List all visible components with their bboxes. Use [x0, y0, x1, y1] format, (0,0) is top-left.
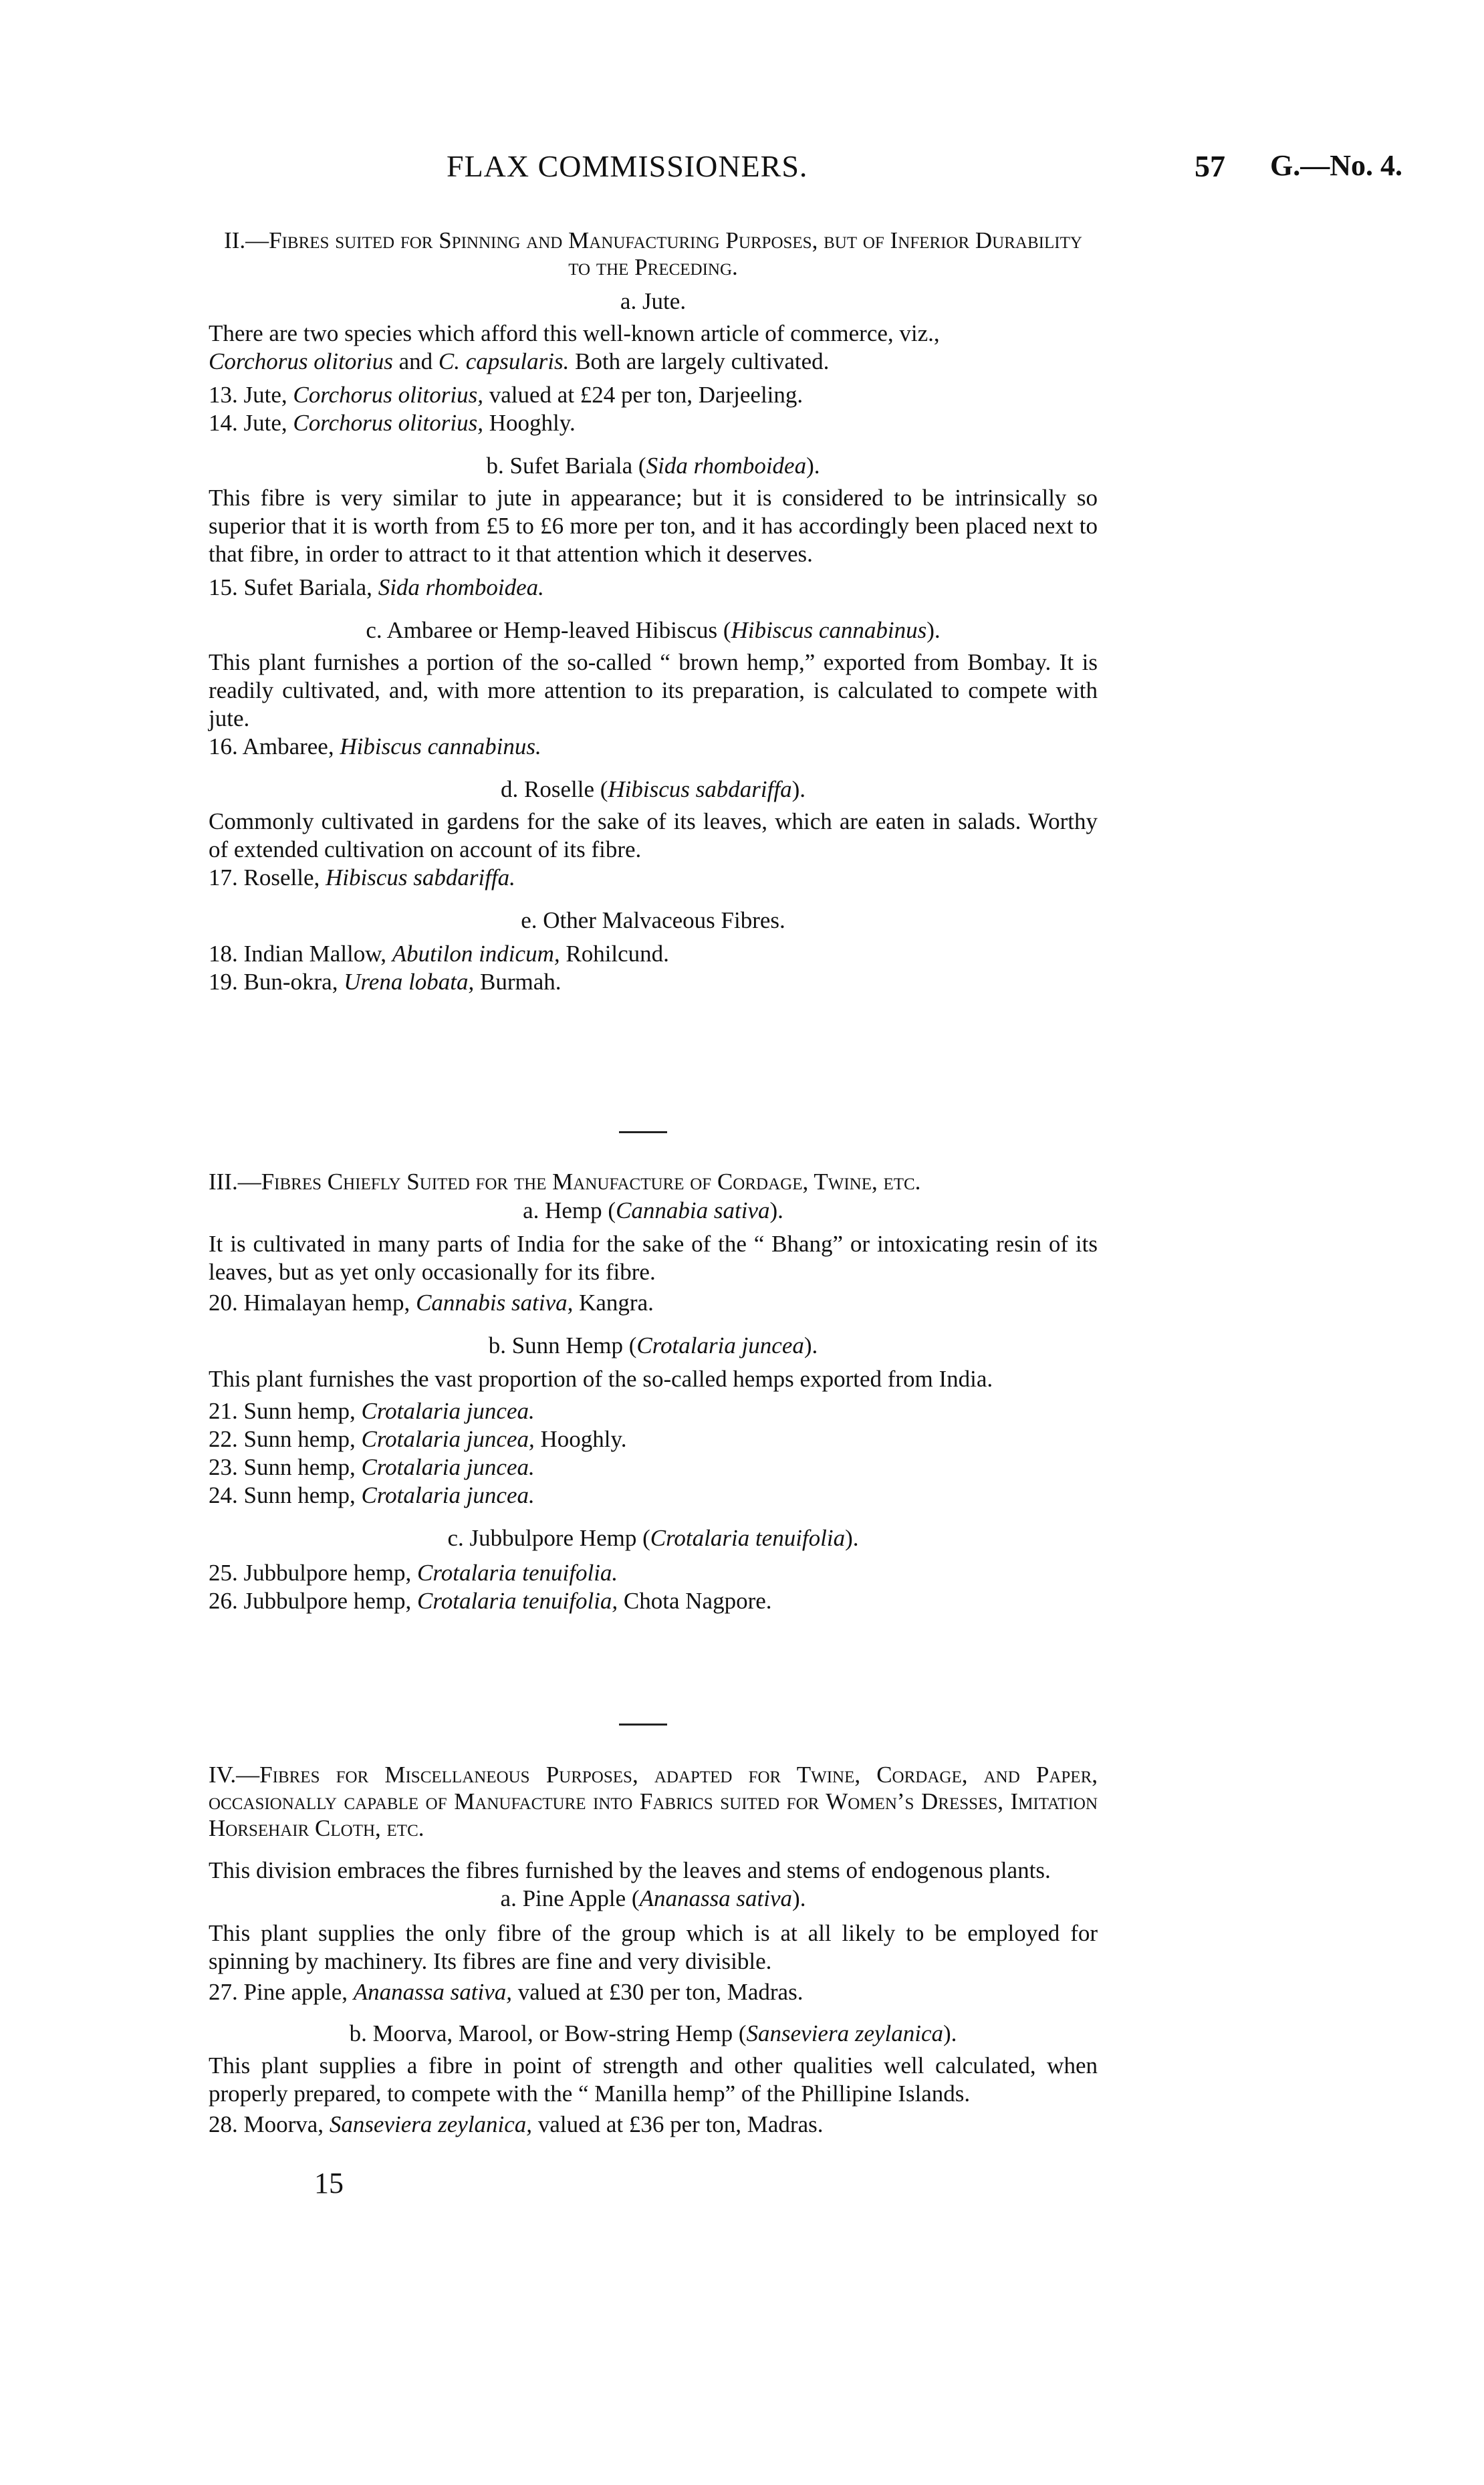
text-fragment: There are two species which afford this well-known article of commerce, viz.,: [209, 320, 940, 346]
list-item: 20. Himalayan hemp, Cannabis sativa, Kangra.: [209, 1290, 654, 1316]
subsection-2b-title: b. Sufet Bariala (Sida rhomboidea).: [486, 453, 820, 479]
series-number: G.—No. 4.: [1270, 149, 1402, 182]
page-number: 57: [1195, 149, 1225, 183]
section-4-heading: IV.—Fibres for Miscellaneous Purposes, adapted for Twine, Cordage, and Paper, occasionally capable of Manufacture into Fabrics suited for Women’s Dresses, Imitation Horsehair Cloth, etc.: [209, 1762, 1098, 1841]
item-list: [209, 1397, 1098, 1510]
section-4: [209, 1762, 1098, 2139]
subsection-3b-title: b. Sunn Hemp (Crotalaria juncea).: [488, 1332, 818, 1358]
subsection-4b-text: This plant supplies a fibre in point of strength and other qualities well calculated, when properly prepared, to compete with the “ Manilla hemp” of the Phillipine Islands.: [209, 2052, 1098, 2107]
list-item: 27. Pine apple, Ananassa sativa, valued at £30 per ton, Madras.: [209, 1979, 803, 2005]
list-item: 21. Sunn hemp, Crotalaria juncea.: [209, 1398, 535, 1424]
species-name: Corchorus olitorius: [209, 348, 393, 374]
list-item: 13. Jute, Corchorus olitorius, valued at £24 per ton, Darjeeling.: [209, 382, 803, 408]
subsection-2a-text: [209, 320, 1098, 376]
list-item: 19. Bun-okra, Urena lobata, Burmah.: [209, 969, 562, 995]
section-2-heading: II.—Fibres suited for Spinning and Manufacturing Purposes, but of Inferior Durability to the Preceding.: [224, 227, 1082, 280]
section-2: [209, 227, 1098, 996]
species-name: C. capsularis.: [438, 348, 570, 374]
list-item: 14. Jute, Corchorus olitorius, Hooghly.: [209, 410, 576, 436]
item-list: [209, 381, 1098, 437]
item-list: [209, 1559, 1098, 1615]
subsection-2c-title: c. Ambaree or Hemp-leaved Hibiscus (Hibiscus cannabinus).: [366, 617, 941, 643]
list-item: 25. Jubbulpore hemp, Crotalaria tenuifolia.: [209, 1560, 618, 1586]
subsection-3b-text: This plant furnishes the vast proportion of the so-called hemps exported from India.: [209, 1366, 993, 1392]
list-item: 28. Moorva, Sanseviera zeylanica, valued at £36 per ton, Madras.: [209, 2111, 824, 2137]
section-divider: [619, 1131, 667, 1133]
subsection-4b-title: b. Moorva, Marool, or Bow-string Hemp (Sanseviera zeylanica).: [349, 2020, 957, 2046]
subsection-2a-title: a. Jute.: [620, 288, 687, 314]
text-fragment: Both are largely cultivated.: [575, 348, 830, 374]
section-divider: [619, 1724, 667, 1726]
subsection-2d-text: Commonly cultivated in gardens for the sake of its leaves, which are eaten in salads. Worthy of extended cultivation on account of its fibre.: [209, 808, 1098, 862]
section-3: [209, 1169, 1098, 1615]
subsection-4a-text: This plant supplies the only fibre of the group which is at all likely to be employed for spinning by machinery. Its fibres are fine and very divisible.: [209, 1920, 1098, 1974]
signature-mark: 15: [314, 2167, 344, 2200]
list-item: 23. Sunn hemp, Crotalaria juncea.: [209, 1454, 535, 1480]
item-list: [209, 940, 1098, 996]
list-item: 16. Ambaree, Hibiscus cannabinus.: [209, 733, 541, 759]
list-item: 18. Indian Mallow, Abutilon indicum, Rohilcund.: [209, 941, 669, 967]
list-item: 17. Roselle, Hibiscus sabdariffa.: [209, 864, 515, 891]
list-item: 24. Sunn hemp, Crotalaria juncea.: [209, 1482, 535, 1508]
subsection-3a-text: It is cultivated in many parts of India for the sake of the “ Bhang” or intoxicating resin of its leaves, but as yet only occasionally for its fibre.: [209, 1231, 1098, 1285]
subsection-2d-title: d. Roselle (Hibiscus sabdariffa).: [501, 776, 806, 802]
list-item: 26. Jubbulpore hemp, Crotalaria tenuifolia, Chota Nagpore.: [209, 1588, 772, 1614]
subsection-2b-text: This fibre is very similar to jute in appearance; but it is considered to be intrinsically so superior that it is worth from £5 to £6 more per ton, and it has accordingly been placed next to that fibre, in order to attract to it that attention which it deserves.: [209, 485, 1098, 567]
subsection-3a-title: a. Hemp (Cannabia sativa).: [523, 1197, 783, 1223]
subsection-4a-title: a. Pine Apple (Ananassa sativa).: [500, 1885, 806, 1911]
subsection-3c-title: c. Jubbulpore Hemp (Crotalaria tenuifolia).: [447, 1525, 859, 1551]
list-item: 15. Sufet Bariala, Sida rhomboidea.: [209, 574, 544, 600]
text-fragment: and: [398, 348, 433, 374]
page-title: FLAX COMMISSIONERS.: [447, 149, 808, 183]
section-3-heading: III.—Fibres Chiefly Suited for the Manufacture of Cordage, Twine, etc.: [209, 1169, 921, 1195]
list-item: 22. Sunn hemp, Crotalaria juncea, Hooghly.: [209, 1426, 627, 1452]
subsection-2e-title: e. Other Malvaceous Fibres.: [521, 907, 785, 933]
subsection-2c-text: This plant furnishes a portion of the so-called “ brown hemp,” exported from Bombay. It is readily cultivated, and, with more attention to its preparation, is calculated to compete with jute.: [209, 649, 1098, 731]
running-header: [0, 148, 1484, 189]
section-4-intro: This division embraces the fibres furnished by the leaves and stems of endogenous plants.: [209, 1857, 1051, 1883]
